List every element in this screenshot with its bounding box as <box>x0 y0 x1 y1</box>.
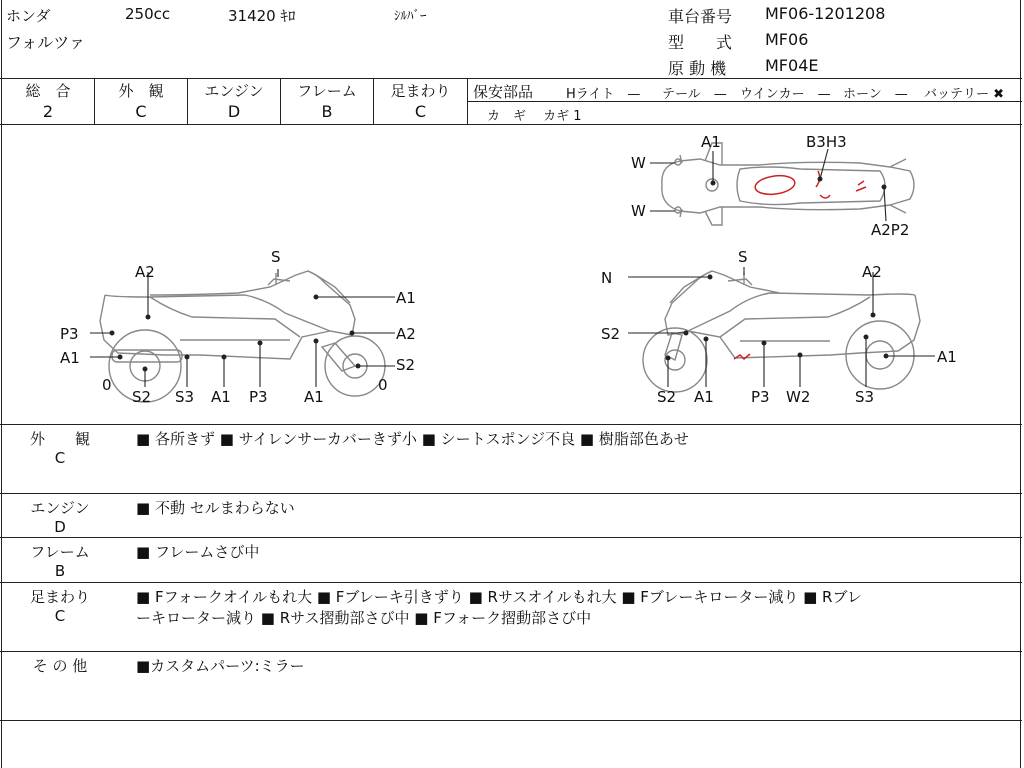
mileage: 31420 ｷﾛ <box>228 7 296 25</box>
diagram-label: S2 <box>657 388 677 406</box>
rule <box>0 651 1022 652</box>
rule <box>0 582 1022 583</box>
remark-category: フレーム <box>30 543 90 561</box>
safety-horn: ホーン — <box>843 87 908 102</box>
diagram-label: A2 <box>135 263 155 281</box>
remark-grade: B <box>54 562 66 580</box>
frame-grade: B <box>321 102 333 121</box>
safety-battery: バッテリー ✖ <box>924 87 1005 102</box>
scooter-top-view <box>662 143 914 225</box>
rule <box>0 493 1022 494</box>
overall-grade: 2 <box>42 102 54 121</box>
diagram-label: W <box>631 154 646 172</box>
remark-text: ■ 不動 セルまわらない <box>136 499 295 517</box>
remark-category: エンジン <box>30 499 90 517</box>
displacement: 250cc <box>125 5 171 23</box>
exterior-grade: C <box>135 102 147 121</box>
engine-grade-label: エンジン <box>204 82 264 100</box>
type: MF06 <box>765 30 809 49</box>
safety-tail: テール — <box>662 87 727 102</box>
engine-grade: D <box>227 102 241 121</box>
diagram-label: P3 <box>751 388 770 406</box>
safety-label: 保安部品 <box>473 83 534 101</box>
remark-text: ーキローター減り ■ Rサス摺動部さび中 ■ Fフォーク摺動部さび中 <box>136 609 592 627</box>
diagram-label: S2 <box>601 325 621 343</box>
diagram-label: A1 <box>937 348 957 366</box>
safety-key: カ ギ カギ 1 <box>487 109 582 124</box>
rule <box>0 424 1022 425</box>
diagram-label: W <box>631 202 646 220</box>
remark-text: ■カスタムパーツ:ミラー <box>136 657 305 675</box>
diagram-label: A2 <box>862 263 882 281</box>
frame-no: MF06-1201208 <box>765 4 886 23</box>
rule <box>0 537 1022 538</box>
suspension-grade-label: 足まわり <box>390 82 451 100</box>
type-label: 型 式 <box>668 33 733 52</box>
diagram-label: A1 <box>694 388 714 406</box>
safety-headlight: Hライト — <box>566 87 641 102</box>
remark-grade: C <box>54 607 66 625</box>
diagram-label: S <box>738 248 748 266</box>
damage-diagram <box>0 125 1022 423</box>
diagram-label: B3H3 <box>806 133 847 151</box>
suspension-grade: C <box>414 102 427 121</box>
diagram-label: N <box>601 269 613 287</box>
diagram-label: A2P2 <box>871 221 910 239</box>
diagram-label: S3 <box>855 388 875 406</box>
engine-model: MF04E <box>765 56 819 75</box>
frame-no-label: 車台番号 <box>668 7 733 26</box>
diagram-label: S2 <box>396 356 416 374</box>
diagram-label: A1 <box>60 349 80 367</box>
frame-grade-label: フレーム <box>297 82 357 100</box>
safety-winker: ウインカー — <box>740 87 831 102</box>
scooter-left-view <box>100 271 385 402</box>
overall-label: 総 合 <box>25 82 71 100</box>
remark-grade: C <box>54 449 66 467</box>
color: ｼﾙﾊﾞｰ <box>394 9 427 24</box>
remark-grade: D <box>54 518 66 536</box>
remark-category: 外 観 <box>29 430 90 448</box>
remark-text: ■ 各所きず ■ サイレンサーカバーきず小 ■ シートスポンジ不良 ■ 樹脂部色あせ <box>136 430 689 448</box>
exterior-label: 外 観 <box>118 82 164 100</box>
diagram-label: 0 <box>102 376 112 394</box>
diagram-label: W2 <box>786 388 811 406</box>
remark-text: ■ Fフォークオイルもれ大 ■ Fブレーキ引きずり ■ Rサスオイルもれ大 ■ Fブレーキローター減り ■ Rブレ <box>136 588 862 606</box>
maker: ホンダ <box>6 7 51 25</box>
diagram-label: A1 <box>701 133 721 151</box>
diagram-label: 0 <box>378 376 388 394</box>
diagram-label: A1 <box>396 289 416 307</box>
rule <box>0 720 1022 721</box>
diagram-label: S <box>271 248 281 266</box>
grade-divider <box>467 78 468 124</box>
model-name: フォルツァ <box>6 33 86 52</box>
engine-label: 原 動 機 <box>668 59 727 78</box>
remark-category: 足まわり <box>29 588 90 606</box>
diagram-label: S2 <box>132 388 152 406</box>
diagram-label: A2 <box>396 325 416 343</box>
remark-category: そ の 他 <box>32 657 88 675</box>
diagram-label: S3 <box>175 388 195 406</box>
diagram-label: P3 <box>60 325 79 343</box>
diagram-label: A1 <box>304 388 324 406</box>
diagram-label: P3 <box>249 388 268 406</box>
rule <box>0 78 1022 79</box>
diagram-label: A1 <box>211 388 231 406</box>
remark-text: ■ フレームさび中 <box>136 543 260 561</box>
